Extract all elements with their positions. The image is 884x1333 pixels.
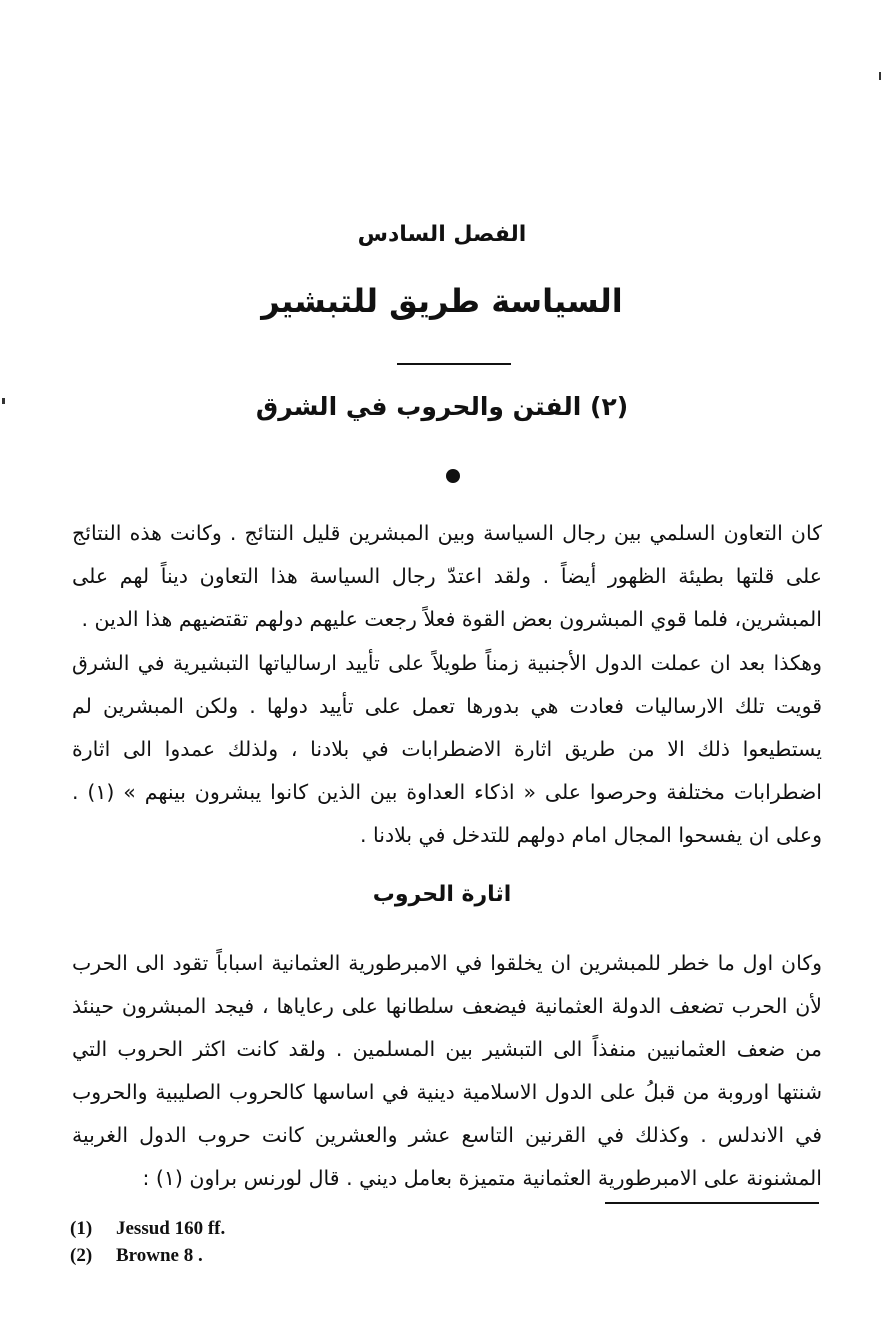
footnote-divider — [605, 1202, 819, 1204]
paragraph-3: وكان اول ما خطر للمبشرين ان يخلقوا في الامبرطورية العثمانية اسباباً تقود الى الحرب لأن الحرب تضعف الدولة العثمانية فيضعف سلطانها على رعاياها ، فيجد المبشرون حينئذ من ضعف العثمانيين منفذاً الى التبشير بين المسلمين . ولقد كانت اكثر الحروب التي شنتها اوروبة من قبلُ على الدول الاسلامية دينية في اساسها كالحروب الصليبية والحروب في الاندلس . وكذلك في القرنين التاسع عشر والعشرين كانت حروب الدول الغربية المشنونة على الامبرطورية العثمانية متميزة بعامل ديني . قال لورنس براون (١) : — [72, 951, 822, 1190]
scan-margin-mark-right — [879, 72, 881, 80]
scan-margin-mark-left — [2, 398, 5, 404]
footnote-1 — [70, 1215, 470, 1242]
bullet-ornament — [446, 469, 460, 483]
footnote-2-number: (2) — [70, 1245, 93, 1266]
paragraph-1: كان التعاون السلمي بين رجال السياسة وبين المبشرين قليل النتائج . وكانت هذه النتائج على قلتها بطيئة الظهور أيضاً . ولقد اعتدّ رجال السياسة هذا التعاون ديناً لهم على المبشرين، فلما قوي المبشرون بعض القوة فعلاً رجعت عليهم دولهم تقتضيهم هذا الدين . — [72, 521, 822, 631]
chapter-heading: الفصل السادس — [357, 222, 527, 247]
section-heading: اثارة الحروب — [372, 882, 512, 907]
chapter-title: السياسة طريق للتبشير — [261, 282, 623, 320]
footnote-1-number: (1) — [70, 1218, 93, 1239]
footnote-1-text: Jessud 160 ff. — [116, 1218, 226, 1239]
section-subtitle: (٢) الفتن والحروب في الشرق — [255, 392, 629, 421]
paragraph-2: وهكذا بعد ان عملت الدول الأجنبية زمناً طويلاً على تأييد ارسالياتها التبشيرية في الشرق قويت تلك الارساليات فعادت هي بدورها تعمل على تأييد دولها . ولكن المبشرين لم يستطيعوا ذلك الا من طريق اثارة الاضطرابات في بلادنا ، ولذلك عمدوا الى اثارة اضطرابات مختلفة وحرصوا على « اذكاء العداوة بين الذين كانوا يبشرون بينهم » (١) . وعلى ان يفسحوا المجال امام دولهم للتدخل في بلادنا . — [72, 651, 823, 847]
footnote-2-text: Browne 8 . — [116, 1245, 203, 1266]
footnote-2 — [70, 1242, 470, 1269]
title-divider — [397, 363, 511, 365]
footnotes — [70, 1215, 470, 1269]
